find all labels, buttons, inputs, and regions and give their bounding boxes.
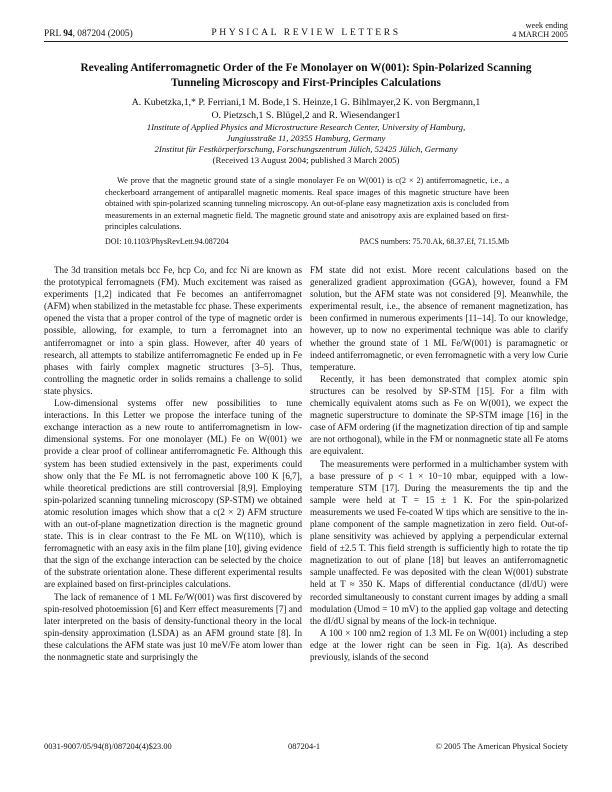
week-ending-label: week ending: [525, 21, 568, 30]
paragraph: The 3d transition metals bcc Fe, hcp Co, and fcc Ni are known as the prototypical ferromagnets (FM). Much excitement was raised as experiments [1,2] indicated that Fe becomes an antiferromagnet (AFM) when stabilized in the metastable fcc phase. These experiments opened the vista that a proper control of the type of magnetic order is possible, allowing, for example, to turn a ferromagnet into an antiferromagnet or into a spin glass. However, after 40 years of research, all attempts to stabilize antiferromagnetic Fe ended up in Fe phases with fairly complex magnetic structures [3–5]. Thus, controlling the magnetic order in solids remains a challenge to solid state physics.: [44, 265, 302, 396]
affiliation-line: 1Institute of Applied Physics and Microstructure Research Center, University of Hamburg,: [146, 122, 466, 132]
title-line: Tunneling Microscopy and First-Principles Calculations: [171, 77, 441, 89]
journal-name: PHYSICAL REVIEW LETTERS: [211, 27, 401, 38]
abstract: We prove that the magnetic ground state of a single monolayer Fe on W(001) is c(2 × 2) antiferromagnetic, i.e., a checkerboard arrangement of antiparallel magnetic moments. Real space images of this magnetic structure have been obtained with spin-polarized scanning tunneling microscopy. An out-of-plane easy magnetization axis is concluded from measurements in an external magnetic field. The magnetic ground state and anisotropy axis are explained based on first-principles calculations.: [105, 176, 509, 231]
running-header: [44, 21, 568, 42]
journal-abbrev: PRL: [44, 29, 64, 39]
page-number: 087204-1: [288, 742, 321, 751]
paragraph: The measurements were performed in a multichamber system with a base pressure of p < 1 × 10−10 mbar, equipped with a low-temperature STM [17]. During the measurements the tip and the sample were held at T = 15 ± 1 K. For the spin-polarized measurements we used Fe-coated W tips which are sensitive to the in-plane component of the sample magnetization in zero field. Out-of-plane sensitivity was achieved by applying a perpendicular external field of ±2.5 T. This field strength is sufficiently high to rotate the tip magnetization to out of plane [18] but leaves an antiferromagnetic sample unaffected. Fe was deposited with the clean W(001) substrate held at T ≈ 350 K. Maps of differential conductance (dI/dU) were recorded simultaneously to constant current images by adding a small modulation (Umod = 10 mV) to the applied gap voltage and detecting the dI/dU signal by means of the lock-in technique.: [310, 458, 568, 626]
paragraph: Recently, it has been demonstrated that complex atomic spin structures can be resolved by SP-STM [15]. For a film with chemically equivalent atoms such as Fe on W(001), we expect the magnetic superstructure to dominate the SP-STM image [16] in the case of AFM ordering (if the magnetization direction of tip and sample are not orthogonal), while in the FM or nonmagnetic state all Fe atoms are equivalent.: [310, 373, 568, 457]
author-list: [40, 96, 572, 122]
affiliation-line: 2Institut für Festkörperforschung, Forschungszentrum Jülich, 52425 Jülich, Germany: [154, 144, 458, 155]
week-ending-date: 4 MARCH 2005: [512, 30, 568, 39]
paper-title: [40, 61, 572, 91]
paragraph: FM state did not exist. More recent calculations based on the generalized gradient approximation (GGA), however, found a FM solution, but the AFM state was not considered [9]. Meanwhile, the experimental result, i.e., the absence of remanent magnetization, has been confirmed in numerous experiments [11–14]. To our knowledge, however, up to now no experimental technique was able to clarify whether the ground state of 1 ML Fe/W(001) is paramagnetic or indeed antiferromagnetic, or even ferromagnetic with a very low Curie temperature.: [310, 265, 568, 372]
pacs-numbers: PACS numbers: 75.70.Ak, 68.37.Ef, 71.15.Mb: [359, 237, 509, 246]
title-line: Revealing Antiferromagnetic Order of the Fe Monolayer on W(001): Spin-Polarized Scanning: [80, 62, 532, 74]
copyright: © 2005 The American Physical Society: [435, 742, 568, 751]
article-code: 0031-9007/05/94(8)/087204(4)$23.00: [44, 742, 172, 751]
paragraph: Low-dimensional systems offer new possibilities to tune interactions. In this Letter we propose the interface tuning of the exchange interaction as a new route to antiferromagnetism in low-dimensional systems. For one monolayer (ML) Fe on W(001) we provide a clear proof of collinear antiferromagnetic Fe. Although this system has been studied extensively in the past, experiments could show only that the Fe ML is not ferromagnetic above 100 K [6,7], while theoretical predictions are still controversial [8,9]. Employing spin-polarized scanning tunneling microscopy (SP-STM) we obtained atomic resolution images which show that a c(2 × 2) AFM structure with an out-of-plane magnetization direction is the magnetic ground state. This is in clear contrast to the Fe ML on W(110), which is ferromagnetic with an easy axis in the film plane [10], giving evidence that the sign of the exchange interaction can be selected by the choice of the substrate orientation alone. These different experimental results are explained based on first-principles calculations.: [44, 398, 302, 590]
received-date: (Received 13 August 2004; published 3 March 2005): [212, 155, 400, 165]
paragraph: The lack of remanence of 1 ML Fe/W(001) was first discovered by spin-resolved photoemission [6] and Kerr effect measurements [7] and later interpreted on the basis of density-functional theory in the local spin-density approximation (LSDA) as an AFM ground state [8]. In these calculations the AFM state was just 10 meV/Fe atom lower than the nonmagnetic state and surprisingly the: [44, 591, 302, 662]
article-metadata: [105, 237, 509, 246]
volume-number: 94: [63, 29, 73, 39]
authors-line: O. Pietzsch,1 S. Blügel,2 and R. Wiesendanger1: [211, 110, 401, 121]
affiliation-line: Jungiusstraße 11, 20355 Hamburg, Germany: [226, 133, 386, 144]
issue-date: [512, 21, 568, 39]
body-column-left: [44, 264, 302, 663]
authors-line: A. Kubetzka,1,* P. Ferriani,1 M. Bode,1 S. Heinze,1 G. Bihlmayer,2 K. von Bergmann,1: [131, 97, 481, 108]
paragraph: A 100 × 100 nm2 region of 1.3 ML Fe on W(001) including a step edge at the lower right can be seen in Fig. 1(a). As described previously, islands of the second: [310, 627, 568, 662]
affiliations: [40, 122, 572, 156]
doi-link[interactable]: DOI: 10.1103/PhysRevLett.94.087204: [105, 237, 229, 246]
body-column-right: [310, 264, 568, 663]
article-number: , 087204 (2005): [72, 29, 133, 39]
